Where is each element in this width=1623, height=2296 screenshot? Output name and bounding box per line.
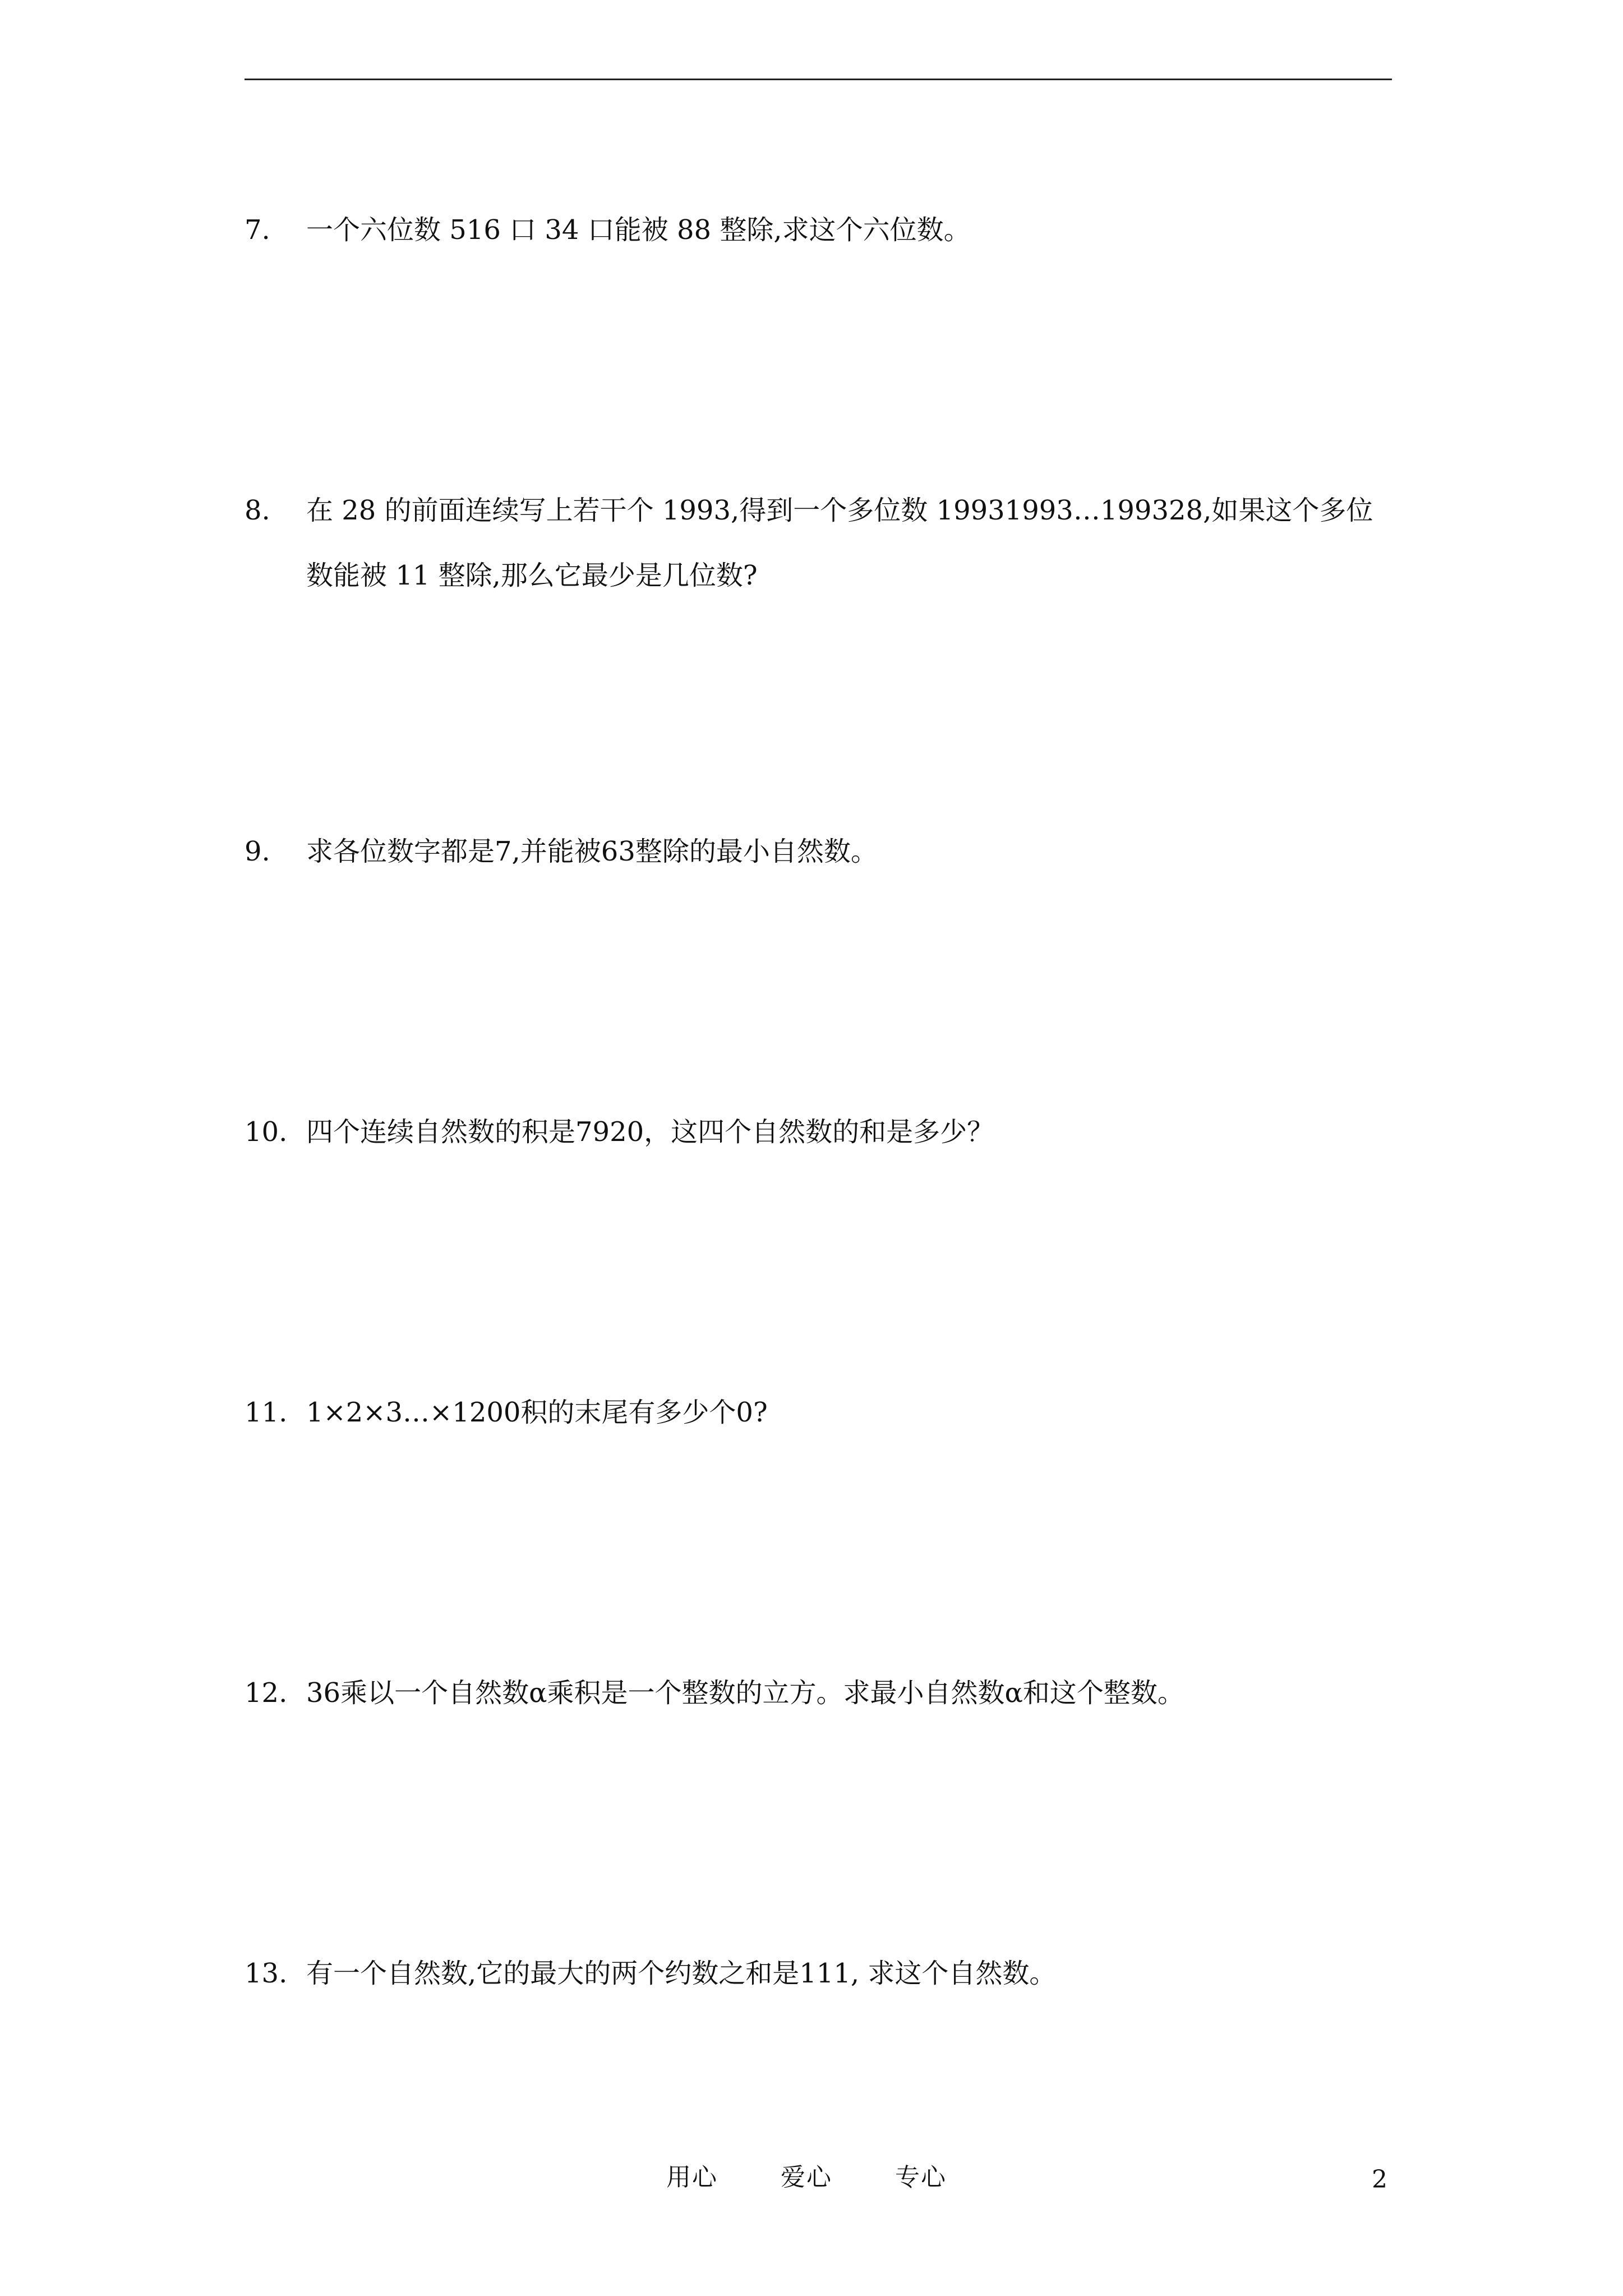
footer-motto <box>666 2161 947 2194</box>
footer-segment: 爱心 <box>781 2163 832 2192</box>
question-9 <box>245 819 1394 884</box>
footer-segment: 用心 <box>666 2163 718 2192</box>
question-text: 求各位数字都是7,并能被63整除的最小自然数。 <box>306 836 878 867</box>
footer-segment: 专心 <box>895 2163 947 2192</box>
question-number: 11. <box>245 1397 288 1428</box>
question-number: 12. <box>245 1677 288 1709</box>
question-13 <box>245 1941 1394 2006</box>
question-10 <box>245 1099 1394 1165</box>
question-number: 10. <box>245 1116 288 1148</box>
question-12 <box>245 1660 1394 1726</box>
question-text: 一个六位数 516 口 34 口能被 88 整除,求这个六位数。 <box>306 214 971 246</box>
page-number: 2 <box>1372 2165 1387 2194</box>
question-text: 在 28 的前面连续写上若干个 1993,得到一个多位数 19931993…199328,如果这个多位数能被 11 整除,那么它最少是几位数? <box>306 495 1373 591</box>
question-text: 1×2×3…×1200积的末尾有多少个0? <box>306 1397 768 1428</box>
question-text: 有一个自然数,它的最大的两个约数之和是111, 求这个自然数。 <box>306 1958 1057 1989</box>
question-number: 13. <box>245 1958 288 1989</box>
question-text: 36乘以一个自然数α乘积是一个整数的立方。求最小自然数α和这个整数。 <box>306 1677 1184 1709</box>
question-number: 9. <box>245 836 270 867</box>
question-number: 7. <box>245 214 270 246</box>
question-7 <box>245 197 1394 263</box>
question-11 <box>245 1380 1394 1445</box>
question-text: 四个连续自然数的积是7920，这四个自然数的和是多少？ <box>306 1116 994 1148</box>
question-number: 8. <box>245 495 270 526</box>
header-rule <box>245 79 1392 80</box>
question-8 <box>245 478 1394 608</box>
